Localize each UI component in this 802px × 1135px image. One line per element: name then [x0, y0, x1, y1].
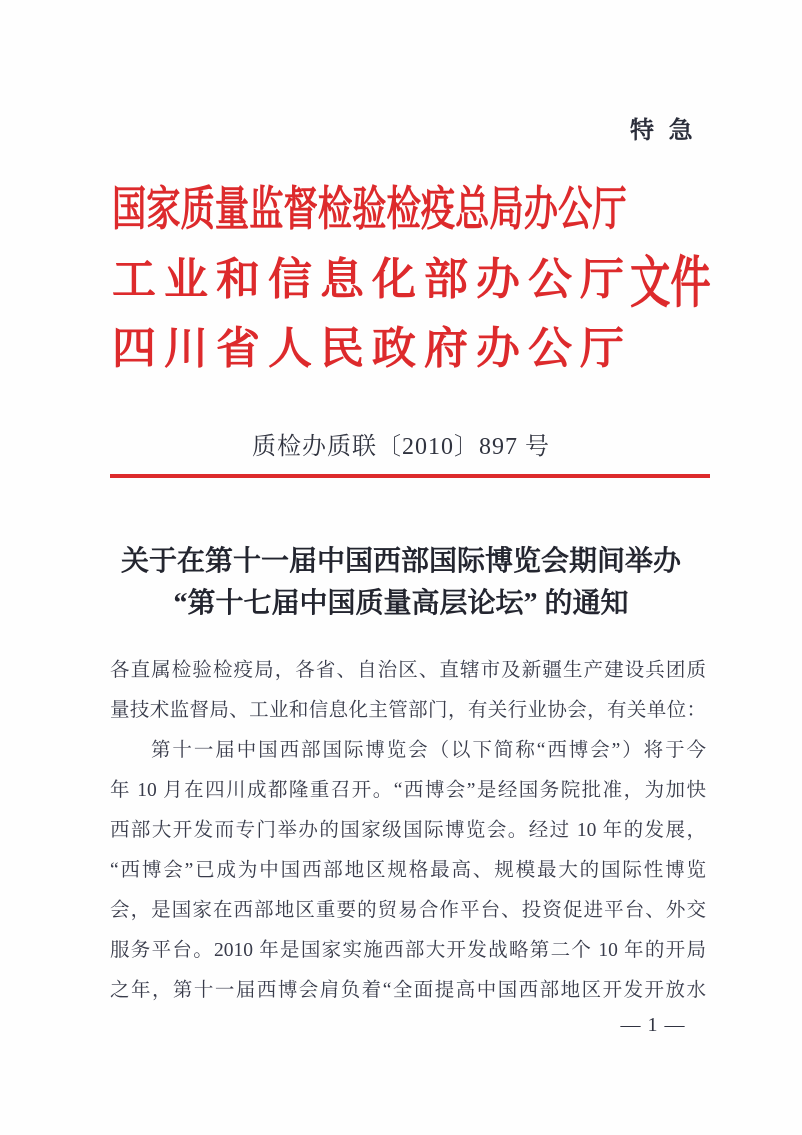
- agency-name-aqsiq: 国家质量监督检验检疫总局办公厅: [112, 184, 627, 236]
- letterhead: [112, 186, 712, 372]
- body-line: 西部大开发而专门举办的国家级国际博览会。经过 10 年的发展，: [110, 820, 706, 841]
- body-line: 年 10 月在四川成都隆重召开。“西博会”是经国务院批准，为加快: [110, 780, 706, 801]
- agency-name-sichuan-gov: 四川省人民政府办公厅: [112, 324, 624, 373]
- doc-type-label: 文件: [630, 253, 711, 315]
- document-body: [110, 651, 706, 1011]
- body-line: 会，是国家在西部地区重要的贸易合作平台、投资促进平台、外交: [110, 900, 706, 921]
- body-line: 第十一届中国西部国际博览会（以下简称“西博会”）将于今: [151, 740, 706, 761]
- body-line: 各直属检验检疫局，各省、自治区、直辖市及新疆生产建设兵团质: [110, 660, 706, 681]
- document-title: [0, 541, 802, 625]
- page-number: — 1 —: [620, 1014, 686, 1036]
- body-line: “西博会”已成为中国西部地区规格最高、规模最大的国际性博览: [110, 860, 706, 881]
- agency-name-line: [112, 184, 627, 236]
- body-line: 量技术监督局、工业和信息化主管部门，有关行业协会，有关单位：: [110, 700, 706, 721]
- body-line: 服务平台。2010 年是国家实施西部大开发战略第二个 10 年的开局: [110, 940, 706, 961]
- urgency-label: 特 急: [630, 117, 697, 144]
- letterhead-agencies: [112, 184, 627, 373]
- body-line: 之年，第十一届西博会肩负着“全面提高中国西部地区开发开放水: [110, 980, 706, 1001]
- document-title-line-1: 关于在第十一届中国西部国际博览会期间举办: [120, 546, 681, 577]
- document-title-line-2: “第十七届中国质量高层论坛” 的通知: [173, 588, 629, 619]
- doc-number: 质检办质联〔2010〕897 号: [252, 434, 550, 460]
- agency-name-miit: 工业和信息化部办公厅: [112, 255, 624, 304]
- red-separator-rule: [110, 474, 710, 478]
